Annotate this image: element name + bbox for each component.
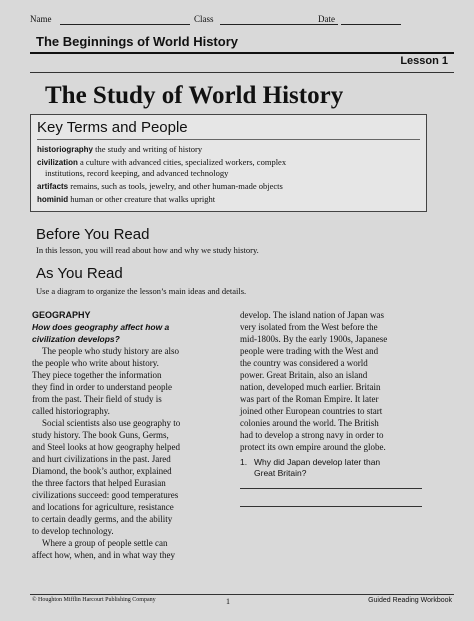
page-title: The Study of World History bbox=[45, 82, 344, 109]
body-line: colonies around the world. The British bbox=[240, 418, 379, 428]
key-term-definition: a culture with advanced cities, specialized workers, complex bbox=[80, 157, 287, 167]
key-term-row bbox=[37, 181, 283, 192]
key-term-definition: human or other creature that walks upright bbox=[70, 194, 216, 204]
left-column bbox=[32, 309, 232, 561]
body-line: Diamond, the book’s author, explained bbox=[32, 466, 172, 476]
body-line: had to develop a strong navy in order to bbox=[240, 430, 384, 440]
key-term-row bbox=[37, 144, 202, 155]
right-column bbox=[240, 309, 440, 479]
body-line: the people who write about history. bbox=[32, 358, 159, 368]
key-terms-box bbox=[30, 114, 427, 212]
as-you-read-text: Use a diagram to organize the lesson’s main ideas and details. bbox=[36, 286, 247, 296]
key-term-definition: the study and writing of history bbox=[95, 144, 203, 154]
unit-title: The Beginnings of World History bbox=[36, 34, 238, 49]
key-term: artifacts bbox=[37, 182, 69, 191]
body-line: protect its own empire around the globe. bbox=[240, 442, 386, 452]
page-number: 1 bbox=[226, 597, 230, 606]
date-label: Date bbox=[318, 14, 335, 24]
body-line: and hurt civilizations in the past. Jared bbox=[32, 454, 171, 464]
name-label: Name bbox=[30, 14, 52, 24]
question-number: 1. bbox=[240, 457, 248, 467]
key-term-definition: institutions, record keeping, and advanced technology bbox=[45, 168, 229, 178]
body-line: they find in order to understand people bbox=[32, 382, 172, 392]
unit-bar bbox=[30, 32, 454, 54]
key-term-row bbox=[37, 157, 286, 168]
body-line: civilizations succeed: good temperatures bbox=[32, 490, 179, 500]
body-line: They piece together the information bbox=[32, 370, 162, 380]
body-line: from the past. Their field of study is bbox=[32, 394, 162, 404]
lesson-label: Lesson 1 bbox=[400, 55, 448, 67]
body-line: very isolated from the West before the bbox=[240, 322, 378, 332]
answer-line[interactable] bbox=[240, 488, 422, 489]
key-term: civilization bbox=[37, 158, 78, 167]
key-term-row bbox=[45, 168, 228, 179]
body-line: to certain deadly germs, and the ability bbox=[32, 514, 173, 524]
geography-question-line: How does geography affect how a bbox=[32, 322, 170, 332]
key-terms-divider bbox=[37, 139, 420, 140]
body-line: the country was considered a world bbox=[240, 358, 368, 368]
class-blank[interactable] bbox=[220, 24, 338, 25]
key-term: hominid bbox=[37, 195, 69, 204]
before-you-read-heading: Before You Read bbox=[36, 226, 150, 243]
as-you-read-heading: As You Read bbox=[36, 265, 123, 282]
date-blank[interactable] bbox=[341, 24, 401, 25]
body-line: study history. The book Guns, Germs, bbox=[32, 430, 169, 440]
question-line: Great Britain? bbox=[254, 468, 307, 478]
body-line: develop. The island nation of Japan was bbox=[240, 310, 385, 320]
key-term-definition: remains, such as tools, jewelry, and other human-made objects bbox=[70, 181, 283, 191]
workbook-label: Guided Reading Workbook bbox=[368, 597, 452, 604]
body-line: The people who study history are also bbox=[42, 346, 179, 356]
body-line: people were trading with the West and bbox=[240, 346, 379, 356]
answer-line[interactable] bbox=[240, 506, 422, 507]
body-line: Where a group of people settle can bbox=[42, 538, 168, 548]
copyright-notice: © Houghton Mifflin Harcourt Publishing Company bbox=[32, 597, 156, 603]
body-line: Social scientists also use geography to bbox=[42, 418, 181, 428]
class-label: Class bbox=[194, 14, 214, 24]
review-question bbox=[240, 457, 440, 479]
before-you-read-text: In this lesson, you will read about how and why we study history. bbox=[36, 245, 259, 255]
body-line: nation, developed much earlier. Britain bbox=[240, 382, 381, 392]
body-line: affect how, when, and in what way they bbox=[32, 550, 175, 560]
body-line: and Steel looks at how geography helped bbox=[32, 442, 180, 452]
body-line: called historiography. bbox=[32, 406, 110, 416]
body-line: power. Great Britain, also an island bbox=[240, 370, 368, 380]
body-line: the three factors that helped Eurasian bbox=[32, 478, 166, 488]
geography-heading: GEOGRAPHY bbox=[32, 310, 91, 320]
question-line: Why did Japan develop later than bbox=[254, 457, 381, 467]
key-term: historiography bbox=[37, 145, 94, 154]
lesson-bar bbox=[30, 52, 454, 73]
body-line: was part of the Roman Empire. It later bbox=[240, 394, 379, 404]
body-line: joined other European countries to start bbox=[240, 406, 383, 416]
footer-divider bbox=[30, 594, 454, 595]
key-terms-heading: Key Terms and People bbox=[37, 119, 188, 136]
name-class-date-header bbox=[28, 14, 454, 28]
key-term-row bbox=[37, 194, 215, 205]
body-line: and locations for agriculture, resistance bbox=[32, 502, 174, 512]
body-line: to develop technology. bbox=[32, 526, 114, 536]
geography-question-line: civilization develops? bbox=[32, 334, 120, 344]
name-blank[interactable] bbox=[60, 24, 190, 25]
body-line: mid-1800s. By the early 1900s, Japanese bbox=[240, 334, 388, 344]
